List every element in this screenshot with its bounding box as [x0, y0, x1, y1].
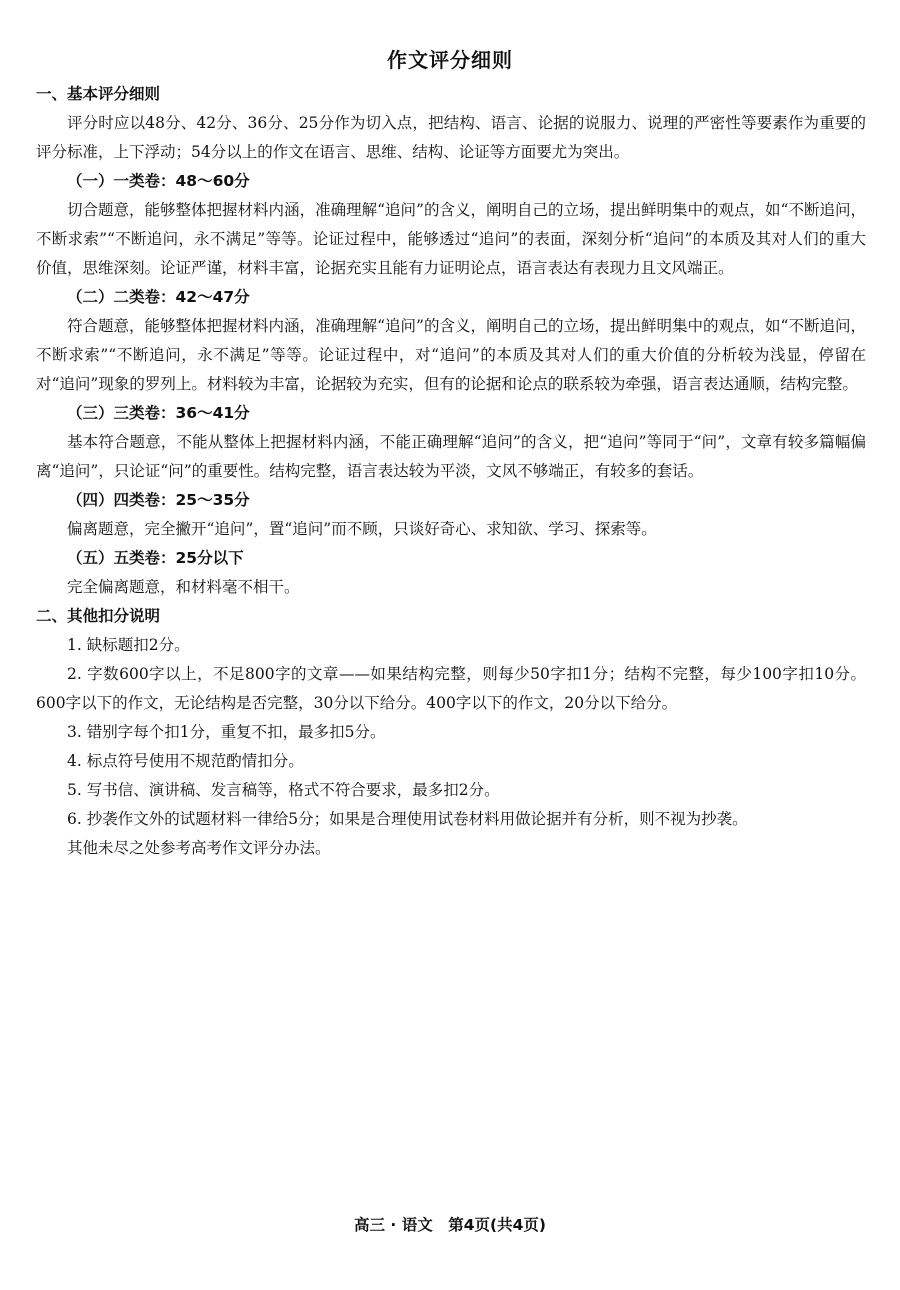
- closing-note: 其他未尽之处参考高考作文评分办法。: [67, 839, 331, 857]
- grade-label-first: （一）一类卷：48～60分: [67, 172, 250, 190]
- page-title: 作文评分细则: [387, 48, 513, 72]
- deduction-item: 5. 写书信、演讲稿、发言稿等，格式不符合要求，最多扣2分。: [67, 781, 500, 799]
- grade-text-fourth: 偏离题意，完全撇开“追问”，置“追问”而不顾，只谈好奇心、求知欲、学习、探索等。: [67, 520, 657, 538]
- document-body: [36, 80, 866, 863]
- deduction-item: 6. 抄袭作文外的试题材料一律给5分；如果是合理使用试卷材料用做论据并有分析，则不视为抄袭。: [67, 810, 748, 828]
- deduction-item: 2. 字数600字以上，不足800字的文章——如果结构完整，则每少50字扣1分；结构不完整，每少100字扣10分。600字以下的作文，无论结构是否完整，30分以下给分。400字以下的作文，20分以下给分。: [36, 665, 866, 712]
- grade-text-second: 符合题意，能够整体把握材料内涵，准确理解“追问”的含义，阐明自己的立场，提出鲜明集中的观点，如“不断追问，不断求索”“不断追问，永不满足”等等。论证过程中，对“追问”的本质及其对人们的重大价值的分析较为浅显，停留在对“追问”现象的罗列上。材料较为丰富，论据较为充实，但有的论据和论点的联系较为牵强，语言表达通顺，结构完整。: [36, 317, 866, 393]
- deduction-item: 3. 错别字每个扣1分，重复不扣，最多扣5分。: [67, 723, 386, 741]
- intro-paragraph: 评分时应以48分、42分、36分、25分作为切入点，把结构、语言、论据的说服力、说理的严密性等要素作为重要的评分标准，上下浮动；54分以上的作文在语言、思维、结构、论证等方面要尤为突出。: [36, 114, 866, 161]
- grade-text-first: 切合题意，能够整体把握材料内涵，准确理解“追问”的含义，阐明自己的立场，提出鲜明集中的观点，如“不断追问，不断求索”“不断追问，永不满足”等等。论证过程中，能够透过“追问”的表面，深刻分析“追问”的本质及其对人们的重大价值，思维深刻。论证严谨，材料丰富，论据充实且能有力证明论点，语言表达有表现力且文风端正。: [36, 201, 866, 277]
- deduction-item: 1. 缺标题扣2分。: [67, 636, 190, 654]
- grade-text-fifth: 完全偏离题意，和材料毫不相干。: [67, 578, 300, 596]
- section-heading-basic-criteria: 一、基本评分细则: [36, 85, 161, 103]
- grade-text-third: 基本符合题意，不能从整体上把握材料内涵，不能正确理解“追问”的含义，把“追问”等同于“问”，文章有较多篇幅偏离“追问”，只论证“问”的重要性。结构完整，语言表达较为平淡，文风不够端正，有较多的套话。: [36, 433, 866, 480]
- deduction-item: 4. 标点符号使用不规范酌情扣分。: [67, 752, 304, 770]
- grade-label-second: （二）二类卷：42～47分: [67, 288, 250, 306]
- section-heading-deductions: 二、其他扣分说明: [36, 607, 161, 625]
- grade-label-fifth: （五）五类卷：25分以下: [67, 549, 244, 567]
- grade-label-third: （三）三类卷：36～41分: [67, 404, 250, 422]
- page-footer: 高三 · 语文 第4页(共4页): [354, 1216, 546, 1234]
- grade-label-fourth: （四）四类卷：25～35分: [67, 491, 250, 509]
